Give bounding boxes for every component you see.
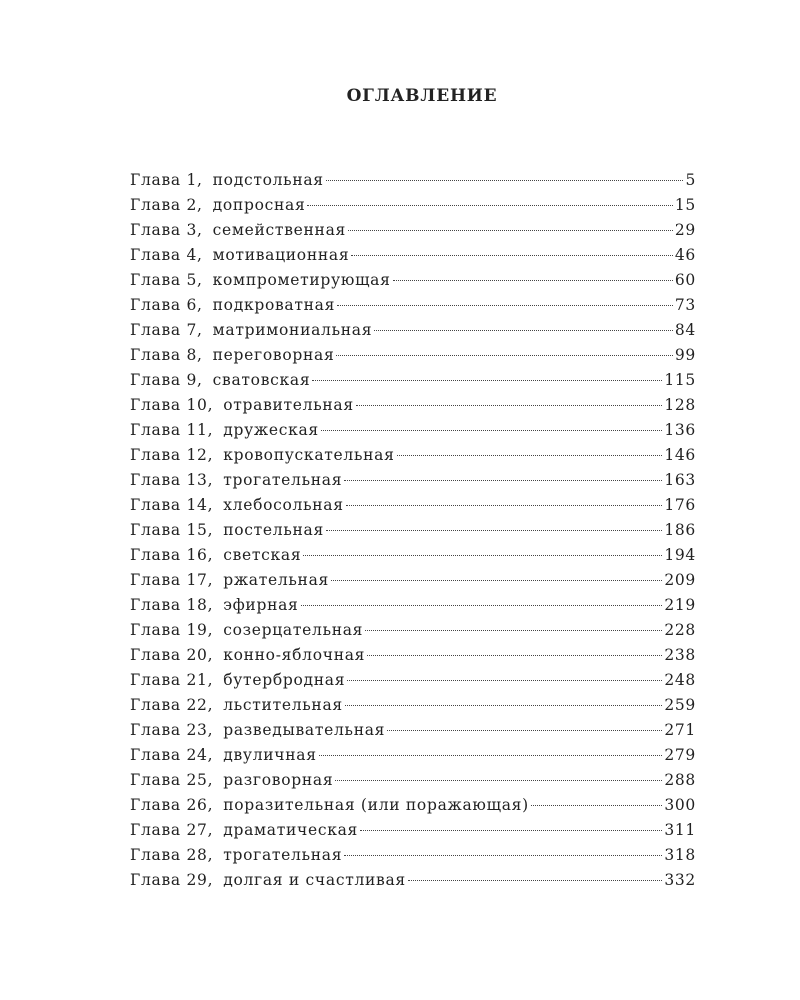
dot-leader (336, 355, 672, 356)
chapter-title: семейственная (212, 221, 346, 239)
toc-entry[interactable] (130, 618, 696, 643)
dot-leader (344, 855, 662, 856)
chapter-number: Глава 27, (130, 821, 214, 839)
dot-leader (348, 230, 673, 231)
page-number: 15 (674, 196, 696, 214)
chapter-title: матримониальная (212, 321, 373, 339)
page-number: 271 (664, 721, 696, 739)
dot-leader (307, 205, 672, 206)
chapter-title: трогательная (223, 471, 343, 489)
chapter-title: льстительная (223, 696, 343, 714)
chapter-number: Глава 21, (130, 671, 214, 689)
page-number: 318 (664, 846, 696, 864)
chapter-number: Глава 24, (130, 746, 214, 764)
toc-entry[interactable] (130, 168, 696, 193)
page-number: 311 (664, 821, 696, 839)
toc-entry[interactable] (130, 243, 696, 268)
chapter-title: двуличная (223, 746, 317, 764)
dot-leader (356, 405, 662, 406)
chapter-title: кровопускательная (223, 446, 395, 464)
chapter-title: подстольная (212, 171, 324, 189)
chapter-title: разговорная (223, 771, 334, 789)
chapter-title: бутербродная (223, 671, 346, 689)
chapter-number: Глава 6, (130, 296, 203, 314)
dot-leader (347, 680, 662, 681)
page-number: 176 (664, 496, 696, 514)
chapter-title: компрометирующая (212, 271, 391, 289)
chapter-title: светская (223, 546, 302, 564)
page-number: 194 (664, 546, 696, 564)
toc-entry[interactable] (130, 793, 696, 818)
dot-leader (326, 180, 684, 181)
dot-leader (319, 755, 663, 756)
chapter-number: Глава 11, (130, 421, 214, 439)
chapter-title: переговорная (212, 346, 335, 364)
page-number: 128 (664, 396, 696, 414)
chapter-title: подкроватная (212, 296, 336, 314)
chapter-title: эфирная (223, 596, 299, 614)
toc-entry[interactable] (130, 718, 696, 743)
chapter-title: поразительная (или поражающая) (223, 796, 529, 814)
toc-entry[interactable] (130, 368, 696, 393)
toc-entry[interactable] (130, 868, 696, 893)
dot-leader (321, 430, 662, 431)
dot-leader (301, 605, 663, 606)
chapter-number: Глава 9, (130, 371, 203, 389)
toc-entry[interactable] (130, 743, 696, 768)
chapter-number: Глава 1, (130, 171, 203, 189)
chapter-title: хлебосольная (223, 496, 344, 514)
chapter-number: Глава 14, (130, 496, 214, 514)
toc-entry[interactable] (130, 393, 696, 418)
page-number: 73 (674, 296, 696, 314)
toc-entry[interactable] (130, 843, 696, 868)
page-title: ОГЛАВЛЕНИЕ (346, 86, 498, 106)
page-number: 332 (664, 871, 696, 889)
dot-leader (346, 505, 663, 506)
toc-entry[interactable] (130, 568, 696, 593)
dot-leader (303, 555, 662, 556)
page-number: 238 (664, 646, 696, 664)
page-number: 146 (664, 446, 696, 464)
chapter-number: Глава 4, (130, 246, 203, 264)
toc-entry[interactable] (130, 693, 696, 718)
toc-entry[interactable] (130, 643, 696, 668)
dot-leader (345, 705, 662, 706)
dot-leader (335, 780, 662, 781)
table-of-contents (130, 168, 696, 893)
chapter-title: долгая и счастливая (223, 871, 406, 889)
chapter-number: Глава 17, (130, 571, 214, 589)
chapter-title: постельная (223, 521, 324, 539)
page-number: 163 (664, 471, 696, 489)
page-number: 99 (674, 346, 696, 364)
chapter-number: Глава 18, (130, 596, 214, 614)
dot-leader (387, 730, 662, 731)
page-number: 5 (685, 171, 696, 189)
dot-leader (374, 330, 673, 331)
toc-entry[interactable] (130, 193, 696, 218)
chapter-number: Глава 20, (130, 646, 214, 664)
dot-leader (397, 455, 663, 456)
toc-entry[interactable] (130, 518, 696, 543)
dot-leader (367, 655, 662, 656)
toc-entry[interactable] (130, 668, 696, 693)
page-number: 300 (664, 796, 696, 814)
page-number: 186 (664, 521, 696, 539)
page-number: 248 (664, 671, 696, 689)
toc-entry[interactable] (130, 318, 696, 343)
chapter-number: Глава 12, (130, 446, 214, 464)
page-number: 279 (664, 746, 696, 764)
dot-leader (331, 580, 662, 581)
toc-entry[interactable] (130, 593, 696, 618)
chapter-title: дружеская (223, 421, 319, 439)
toc-entry[interactable] (130, 468, 696, 493)
chapter-title: конно-яблочная (223, 646, 366, 664)
chapter-title: ржательная (223, 571, 330, 589)
chapter-title: созерцательная (223, 621, 364, 639)
chapter-number: Глава 22, (130, 696, 214, 714)
chapter-title: трогательная (223, 846, 343, 864)
dot-leader (365, 630, 662, 631)
toc-entry[interactable] (130, 493, 696, 518)
chapter-number: Глава 15, (130, 521, 214, 539)
page-number: 84 (674, 321, 696, 339)
dot-leader (326, 530, 662, 531)
chapter-number: Глава 16, (130, 546, 214, 564)
dot-leader (351, 255, 673, 256)
chapter-title: мотивационная (212, 246, 350, 264)
toc-entry[interactable] (130, 218, 696, 243)
toc-entry[interactable] (130, 268, 696, 293)
chapter-number: Глава 19, (130, 621, 214, 639)
dot-leader (312, 380, 662, 381)
toc-entry[interactable] (130, 818, 696, 843)
chapter-title: сватовская (212, 371, 311, 389)
toc-entry[interactable] (130, 543, 696, 568)
chapter-title: разведывательная (223, 721, 386, 739)
dot-leader (344, 480, 662, 481)
chapter-number: Глава 13, (130, 471, 214, 489)
toc-entry[interactable] (130, 343, 696, 368)
chapter-number: Глава 2, (130, 196, 203, 214)
chapter-number: Глава 26, (130, 796, 214, 814)
chapter-number: Глава 5, (130, 271, 203, 289)
toc-entry[interactable] (130, 293, 696, 318)
page-number: 228 (664, 621, 696, 639)
page-number: 29 (674, 221, 696, 239)
chapter-number: Глава 23, (130, 721, 214, 739)
chapter-number: Глава 8, (130, 346, 203, 364)
page-number: 288 (664, 771, 696, 789)
page-number: 259 (664, 696, 696, 714)
toc-entry[interactable] (130, 768, 696, 793)
dot-leader (393, 280, 673, 281)
chapter-title: драматическая (223, 821, 359, 839)
page-number: 115 (664, 371, 696, 389)
toc-entry[interactable] (130, 418, 696, 443)
toc-entry[interactable] (130, 443, 696, 468)
dot-leader (337, 305, 673, 306)
page-number: 60 (674, 271, 696, 289)
chapter-number: Глава 29, (130, 871, 214, 889)
chapter-title: отравительная (223, 396, 354, 414)
chapter-number: Глава 25, (130, 771, 214, 789)
page-number: 219 (664, 596, 696, 614)
chapter-number: Глава 28, (130, 846, 214, 864)
chapter-number: Глава 3, (130, 221, 203, 239)
chapter-number: Глава 10, (130, 396, 214, 414)
page-number: 46 (674, 246, 696, 264)
dot-leader (531, 805, 662, 806)
dot-leader (408, 880, 662, 881)
page-number: 136 (664, 421, 696, 439)
chapter-title: допросная (212, 196, 306, 214)
dot-leader (360, 830, 662, 831)
chapter-number: Глава 7, (130, 321, 203, 339)
page-number: 209 (664, 571, 696, 589)
